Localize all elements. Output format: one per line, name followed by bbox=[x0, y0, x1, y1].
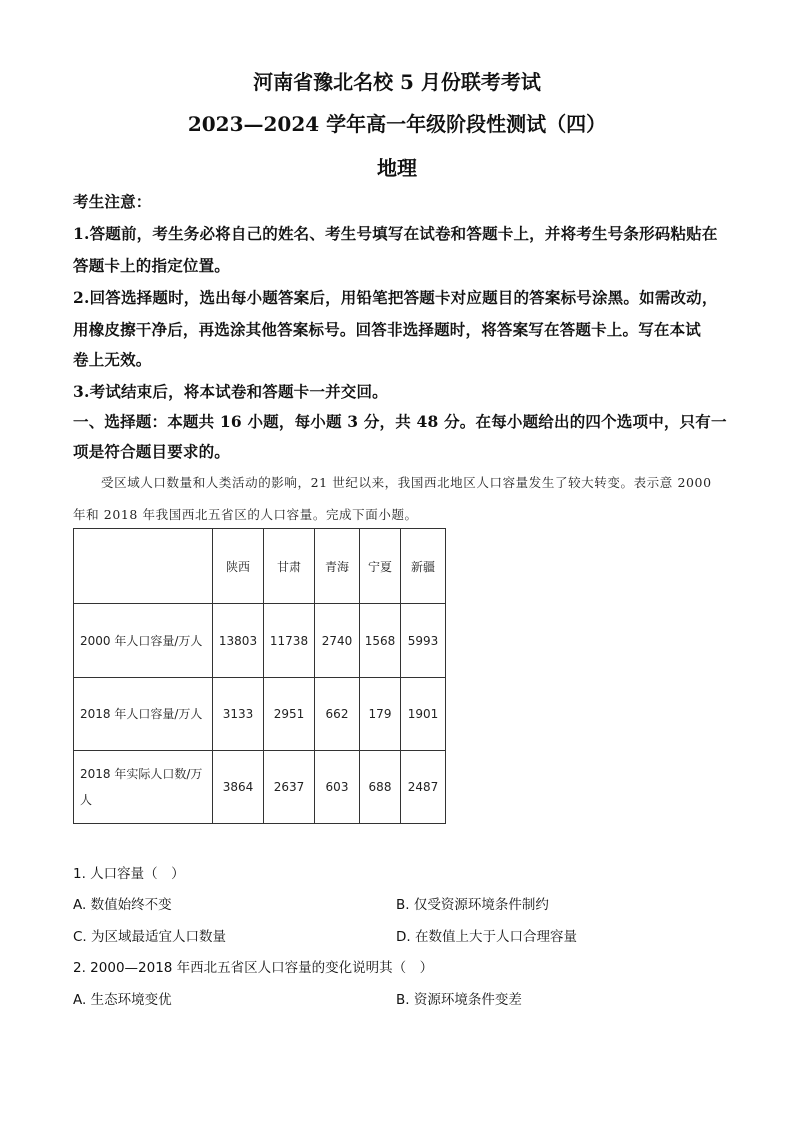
question-1-option-c: C. 为区域最适宜人口数量 bbox=[73, 929, 227, 945]
notice-item-1-line-2: 答题卡上的指定位置。 bbox=[73, 256, 231, 275]
question-2-option-b: B. 资源环境条件变差 bbox=[396, 992, 522, 1008]
notice-item-2-line-1: 2.回答选择题时，选出每小题答案后，用铅笔把答题卡对应题目的答案标号涂黑。如需改动， bbox=[73, 288, 718, 307]
table-cell: 1901 bbox=[401, 678, 446, 751]
question-1-option-d: D. 在数值上大于人口合理容量 bbox=[396, 929, 577, 945]
table-row-label: 2000 年人口容量/万人 bbox=[74, 604, 213, 678]
table-header-cell: 甘肃 bbox=[264, 529, 315, 604]
table-cell: 1568 bbox=[360, 604, 401, 678]
notice-item-3: 3.考试结束后，将本试卷和答题卡一并交回。 bbox=[73, 382, 388, 401]
intro-paragraph-line-1: 受区域人口数量和人类活动的影响，21 世纪以来，我国西北地区人口容量发生了较大转变。表示意 2000 bbox=[101, 475, 712, 490]
notice-item-1-line-1: 1.答题前，考生务必将自己的姓名、考生号填写在试卷和答题卡上，并将考生号条形码粘贴在 bbox=[73, 224, 718, 243]
population-capacity-table bbox=[73, 528, 446, 824]
table-header-cell: 宁夏 bbox=[360, 529, 401, 604]
table-header-cell: 青海 bbox=[315, 529, 360, 604]
table-cell: 662 bbox=[315, 678, 360, 751]
table-cell: 3133 bbox=[213, 678, 264, 751]
table-row bbox=[74, 678, 446, 751]
question-2-option-a: A. 生态环境变优 bbox=[73, 992, 172, 1008]
table-cell: 5993 bbox=[401, 604, 446, 678]
question-1-option-a: A. 数值始终不变 bbox=[73, 897, 172, 913]
notice-item-2-line-2: 用橡皮擦干净后，再选涂其他答案标号。回答非选择题时，将答案写在答题卡上。写在本试 bbox=[73, 320, 702, 339]
question-1-option-b: B. 仅受资源环境条件制约 bbox=[396, 897, 549, 913]
table-cell: 3864 bbox=[213, 751, 264, 824]
question-1-stem: 1. 人口容量（ ） bbox=[73, 866, 185, 882]
notice-heading: 考生注意： bbox=[73, 192, 152, 211]
table-cell: 688 bbox=[360, 751, 401, 824]
table-cell: 603 bbox=[315, 751, 360, 824]
table-cell: 11738 bbox=[264, 604, 315, 678]
table-cell: 179 bbox=[360, 678, 401, 751]
table-row-label: 2018 年实际人口数/万人 bbox=[74, 751, 213, 824]
table-header-cell bbox=[74, 529, 213, 604]
exam-title: 河南省豫北名校 5 月份联考考试 bbox=[253, 70, 541, 94]
table-cell: 2740 bbox=[315, 604, 360, 678]
table-cell: 2951 bbox=[264, 678, 315, 751]
table-cell: 2637 bbox=[264, 751, 315, 824]
subject-title: 地理 bbox=[377, 156, 417, 180]
section-instruction-line-1: 一、选择题：本题共 16 小题，每小题 3 分，共 48 分。在每小题给出的四个选项中，只有一 bbox=[73, 412, 727, 431]
notice-item-2-line-3: 卷上无效。 bbox=[73, 350, 152, 369]
table-header-cell: 新疆 bbox=[401, 529, 446, 604]
table-row-label: 2018 年人口容量/万人 bbox=[74, 678, 213, 751]
section-instruction-line-2: 项是符合题目要求的。 bbox=[73, 442, 231, 461]
table-cell: 2487 bbox=[401, 751, 446, 824]
table-row bbox=[74, 751, 446, 824]
table-cell: 13803 bbox=[213, 604, 264, 678]
table-row bbox=[74, 604, 446, 678]
table-header-cell: 陕西 bbox=[213, 529, 264, 604]
exam-subtitle: 2023—2024 学年高一年级阶段性测试（四） bbox=[187, 112, 607, 136]
table-header-row bbox=[74, 529, 446, 604]
question-2-stem: 2. 2000—2018 年西北五省区人口容量的变化说明其（ ） bbox=[73, 960, 434, 976]
intro-paragraph-line-2: 年和 2018 年我国西北五省区的人口容量。完成下面小题。 bbox=[73, 507, 418, 522]
